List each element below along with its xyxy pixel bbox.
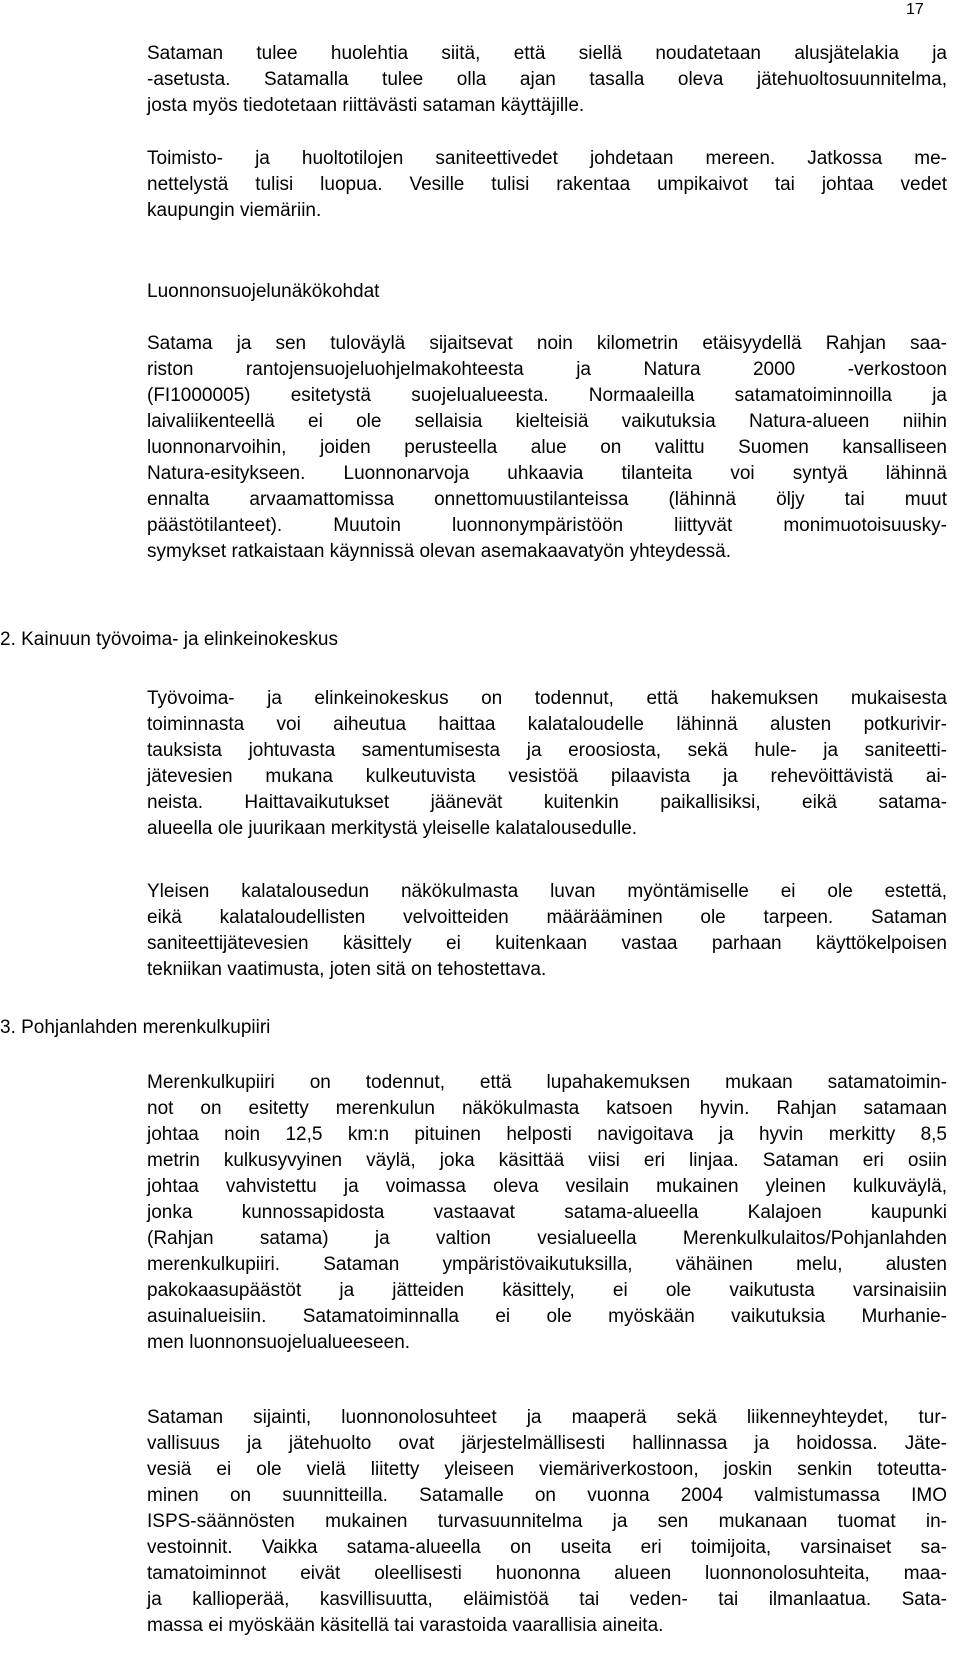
text-line: (Rahjan satama) ja valtion vesialueella Merenkulkulaitos/Pohjanlahden (147, 1228, 947, 1249)
text-line: jätevesien mukana kulkeutuvista vesistöä pilaavista ja rehevöittävistä ai- (147, 766, 947, 787)
text-line: Satama ja sen tuloväylä sijaitsevat noin kilometrin etäisyydellä Rahjan saa- (147, 333, 947, 354)
paragraph-saniteettivedet (147, 146, 947, 224)
text-line: riston rantojensuojeluohjelmakohteesta ja Natura 2000 -verkostoon (147, 359, 947, 380)
text-line: Yleisen kalatalousedun näkökulmasta luvan myöntämiselle ei ole estettä, (147, 881, 947, 902)
text-line: metrin kulkusyvyinen väylä, joka käsittää viisi eri linjaa. Sataman eri osiin (147, 1150, 947, 1171)
text-line: toiminnasta voi aiheutua haittaa kalataloudelle lähinnä alusten potkurivir- (147, 714, 947, 735)
text-line: minen on suunnitteilla. Satamalle on vuonna 2004 valmistumassa IMO (147, 1485, 947, 1506)
text-line: vesiä ei ole vielä liitetty yleiseen viemäriverkostoon, joskin senkin toteutta- (147, 1459, 947, 1480)
paragraph-sataman-sijainti (147, 1405, 947, 1639)
text-line: Työvoima- ja elinkeinokeskus on todennut, että hakemuksen mukaisesta (147, 688, 947, 709)
text-line: vallisuus ja jätehuolto ovat järjestelmällisesti hallinnassa ja hoidossa. Jäte- (147, 1433, 947, 1454)
text-line: vestoinnit. Vaikka satama-alueella on useita eri toimijoita, varsinaiset sa- (147, 1537, 947, 1558)
text-line: not on esitetty merenkulun näkökulmasta katsoen hyvin. Rahjan satamaan (147, 1098, 947, 1119)
text-line: ennalta arvaamattomissa onnettomuustilanteissa (lähinnä öljy tai muut (147, 489, 947, 510)
text-line: josta myös tiedotetaan riittävästi sataman käyttäjille. (147, 95, 585, 116)
text-line: symykset ratkaistaan käynnissä olevan asemakaavatyön yhteydessä. (147, 541, 732, 562)
text-line: saniteettijätevesien käsittely ei kuitenkaan vastaa parhaan käyttökelpoisen (147, 933, 947, 954)
text-line: alueella ole juurikaan merkitystä yleiselle kalatalousedulle. (147, 818, 638, 839)
section-heading-2: 2. Kainuun työvoima- ja elinkeinokeskus (0, 629, 338, 650)
text-line: jonka kunnossapidosta vastaavat satama-alueella Kalajoen kaupunki (147, 1202, 947, 1223)
text-line: johtaa vahvistettu ja voimassa oleva vesilain mukainen yleinen kulkuväylä, (147, 1176, 947, 1197)
text-line: päästötilanteet). Muutoin luonnonympäristöön liittyvät monimuotoisuusky- (147, 515, 947, 536)
text-line: tekniikan vaatimusta, joten sitä on tehostettava. (147, 959, 547, 980)
text-line: Merenkulkupiiri on todennut, että lupahakemuksen mukaan satamatoimin- (147, 1072, 947, 1093)
text-line: Sataman sijainti, luonnonolosuhteet ja maaperä sekä liikenneyhteydet, tur- (147, 1407, 947, 1428)
subheading-luonnonsuojelu: Luonnonsuojelunäkökohdat (147, 281, 380, 302)
text-line: men luonnonsuojelualueeseen. (147, 1332, 411, 1353)
text-line: ja kallioperää, kasvillisuutta, eläimistöä tai veden- tai ilmanlaatua. Sata- (147, 1589, 947, 1610)
text-line: nettelystä tulisi luopua. Vesille tulisi rakentaa umpikaivot tai johtaa vedet (147, 174, 947, 195)
paragraph-luvan-myontaminen (147, 879, 947, 983)
text-line: johtaa noin 12,5 km:n pituinen helposti navigoitava ja hyvin merkitty 8,5 (147, 1124, 947, 1145)
text-line: (FI1000005) esitetystä suojelualueesta. Normaaleilla satamatoiminnoilla ja (147, 385, 947, 406)
section-heading-3: 3. Pohjanlahden merenkulkupiiri (0, 1017, 271, 1038)
text-line: tamatoiminnot eivät oleellisesti huononna alueen luonnonolosuhteita, maa- (147, 1563, 947, 1584)
text-line: Sataman tulee huolehtia siitä, että siellä noudatetaan alusjätelakia ja (147, 43, 947, 64)
page-number: 17 (906, 1, 924, 18)
text-line: neista. Haittavaikutukset jäänevät kuitenkin paikallisiksi, eikä satama- (147, 792, 947, 813)
text-line: kaupungin viemäriin. (147, 200, 322, 221)
text-line: pakokaasupäästöt ja jätteiden käsittely, ei ole vaikutusta varsinaisiin (147, 1280, 947, 1301)
text-line: merenkulkupiiri. Sataman ympäristövaikutuksilla, vähäinen melu, alusten (147, 1254, 947, 1275)
text-line: Toimisto- ja huoltotilojen saniteettivedet johdetaan mereen. Jatkossa me- (147, 148, 947, 169)
text-line: laivaliikenteellä ei ole sellaisia kielteisiä vaikutuksia Natura-alueen niihin (147, 411, 947, 432)
text-line: Natura-esitykseen. Luonnonarvoja uhkaavia tilanteita voi syntyä lähinnä (147, 463, 947, 484)
text-line: eikä kalataloudellisten velvoitteiden määrääminen ole tarpeen. Sataman (147, 907, 947, 928)
paragraph-natura (147, 331, 947, 565)
text-line: tauksista johtuvasta samentumisesta ja eroosiosta, sekä hule- ja saniteetti- (147, 740, 947, 761)
text-line: asuinalueisiin. Satamatoiminnalla ei ole myöskään vaikutuksia Murhanie- (147, 1306, 947, 1327)
paragraph-merenkulku (147, 1070, 947, 1356)
paragraph-kalatalous (147, 686, 947, 842)
text-line: ISPS-säännösten mukainen turvasuunnitelma ja sen mukanaan tuomat in- (147, 1511, 947, 1532)
text-line: massa ei myöskään käsitellä tai varastoida vaarallisia aineita. (147, 1615, 664, 1636)
paragraph-alusjate (147, 41, 947, 119)
text-line: luonnonarvoihin, joiden perusteella alue on valittu Suomen kansalliseen (147, 437, 947, 458)
text-line: -asetusta. Satamalla tulee olla ajan tasalla oleva jätehuoltosuunnitelma, (147, 69, 947, 90)
